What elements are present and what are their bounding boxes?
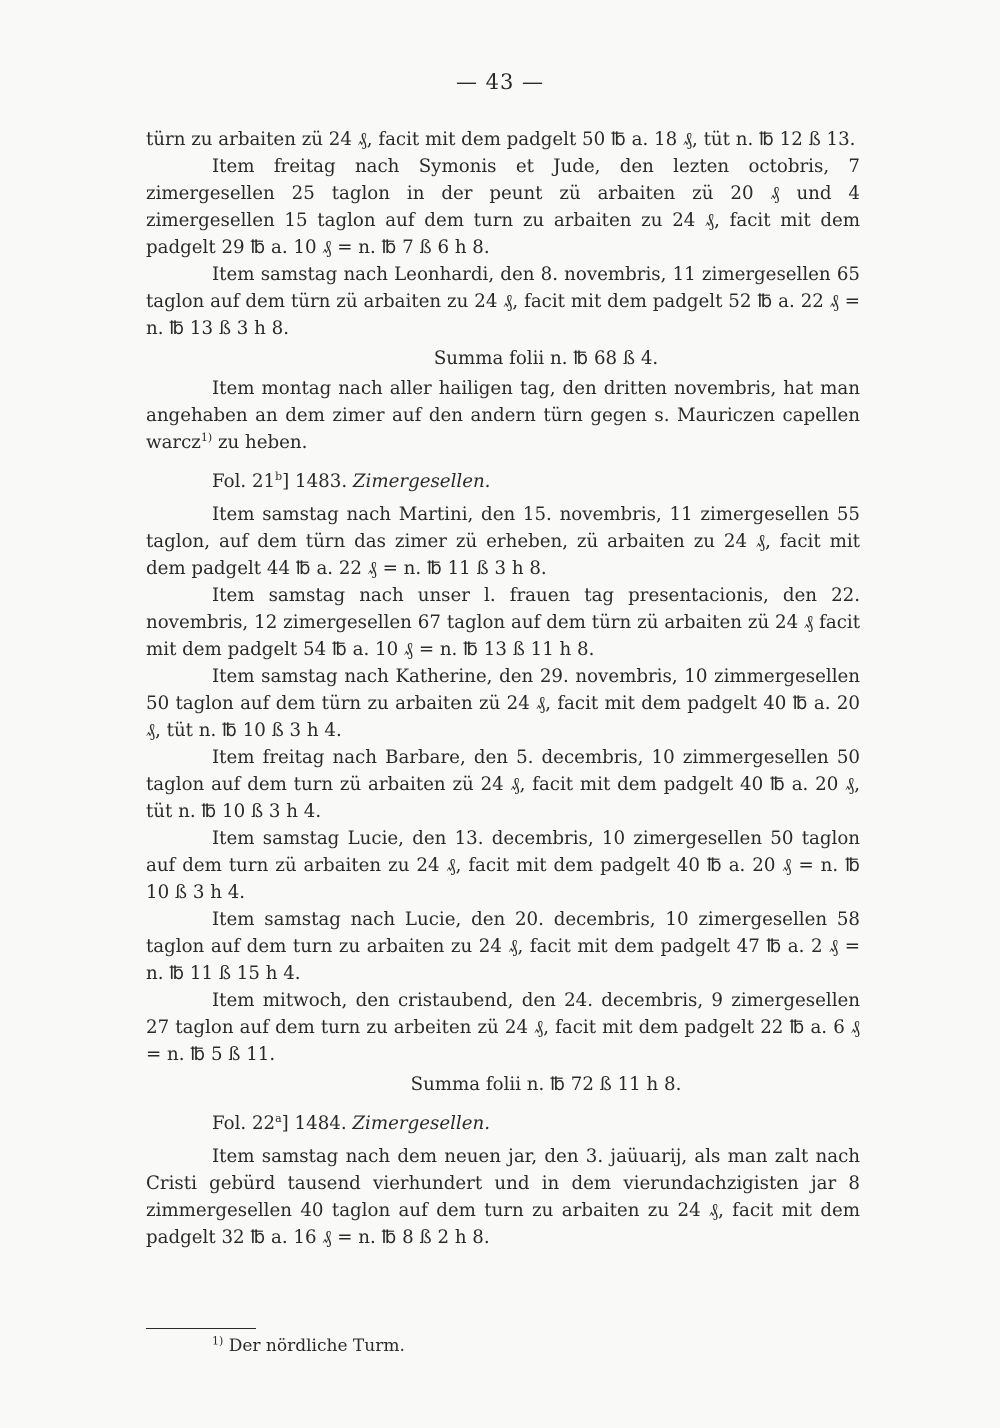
paragraph: Item freitag nach Symonis et Jude, den lezten octobris, 7 zimergesellen 25 taglon in der peunt zü arbaiten zü 20 ₰ und 4 zimergesellen 15 taglon auf dem turn zu arbaiten zu 24 ₰, facit mit dem padgelt 29 ℔ a. 10 ₰ = n. ℔ 7 ß 6 h 8. <box>146 156 860 258</box>
folio-year: ] 1484. <box>281 1113 347 1134</box>
paragraph: Item freitag nach Barbare, den 5. decembris, 10 zimmergesellen 50 taglon auf dem turn zü arbaiten zü 24 ₰, facit mit dem padgelt 40 ℔ a. 20 ₰, tüt n. ℔ 10 ß 3 h 4. <box>146 747 860 822</box>
folio-heading <box>146 468 860 495</box>
paragraph: Item samstag nach Leonhardi, den 8. novembris, 11 zimergesellen 65 taglon auf dem türn zü arbaiten zu 24 ₰, facit mit dem padgelt 52 ℔ a. 22 ₰ = n. ℔ 13 ß 3 h 8. <box>146 264 860 339</box>
folio-side: b <box>275 469 283 483</box>
paragraph: Item samstag nach dem neuen jar, den 3. jaüuarij, als man zalt nach Cristi gebürd tausend vierhundert und in dem vierundachzigisten jar 8 zimmergesellen 40 taglon auf dem turn zu arbaiten zu 24 ₰, facit mit dem padgelt 32 ℔ a. 16 ₰ = n. ℔ 8 ß 2 h 8. <box>146 1146 860 1248</box>
footnote-text: Der nördliche Turm. <box>223 1336 405 1356</box>
folio-label: Fol. 21 <box>212 471 276 492</box>
section-heading: Zimergesellen. <box>352 471 491 492</box>
paragraph-text: Item montag nach aller hailigen tag, den dritten novembris, hat man angehaben an dem zimer auf den andern türn gegen s. Mauriczen capellen warcz <box>146 378 860 453</box>
paragraph: Item samstag nach unser l. frauen tag presentacionis, den 22. novembris, 12 zimergesellen 67 taglon auf dem türn zü arbaiten zü 24 ₰ facit mit dem padgelt 54 ℔ a. 10 ₰ = n. ℔ 13 ß 11 h 8. <box>146 585 860 660</box>
paragraph: Item samstag nach Katherine, den 29. novembris, 10 zimmergesellen 50 taglon auf dem türn zu arbaiten zü 24 ₰, facit mit dem padgelt 40 ℔ a. 20 ₰, tüt n. ℔ 10 ß 3 h 4. <box>146 666 860 741</box>
summa-line: Summa folii n. ℔ 72 ß 11 h 8. <box>410 1074 682 1095</box>
folio-heading <box>146 1110 860 1137</box>
folio-side: a <box>275 1111 282 1125</box>
folio-year: ] 1483. <box>282 471 348 492</box>
footnote-reference: 1) <box>200 430 213 444</box>
page-number: — 43 — <box>455 70 545 94</box>
paragraph: Item samstag nach Martini, den 15. novembris, 11 zimergesellen 55 taglon, auf dem türn das zimer zü erheben, zü arbaiten zu 24 ₰, facit mit dem padgelt 44 ℔ a. 22 ₰ = n. ℔ 11 ß 3 h 8. <box>146 504 860 579</box>
paragraph-text: zu heben. <box>212 432 308 453</box>
footnote <box>212 1334 405 1358</box>
body-text <box>146 126 860 1251</box>
paragraph <box>146 375 860 456</box>
paragraph: Item samstag nach Lucie, den 20. decembris, 10 zimergesellen 58 taglon auf dem turn zu arbaiten zu 24 ₰, facit mit dem padgelt 47 ℔ a. 2 ₰ = n. ℔ 11 ß 15 h 4. <box>146 909 860 984</box>
paragraph: Item mitwoch, den cristaubend, den 24. decembris, 9 zimergesellen 27 taglon auf dem turn zu arbeiten zü 24 ₰, facit mit dem padgelt 22 ℔ a. 6 ₰ = n. ℔ 5 ß 11. <box>146 990 860 1065</box>
section-heading: Zimergesellen. <box>352 1113 490 1134</box>
folio-label: Fol. 22 <box>212 1113 276 1134</box>
paragraph: türn zu arbaiten zü 24 ₰, facit mit dem padgelt 50 ℔ a. 18 ₰, tüt n. ℔ 12 ß 13. <box>146 129 856 150</box>
footnote-marker: 1) <box>212 1334 224 1348</box>
paragraph: Item samstag Lucie, den 13. decembris, 10 zimergesellen 50 taglon auf dem turn zü arbaiten zu 24 ₰, facit mit dem padgelt 40 ℔ a. 20 ₰ = n. ℔ 10 ß 3 h 4. <box>146 828 860 903</box>
footnote-divider <box>146 1328 256 1329</box>
summa-line: Summa folii n. ℔ 68 ß 4. <box>433 348 659 369</box>
